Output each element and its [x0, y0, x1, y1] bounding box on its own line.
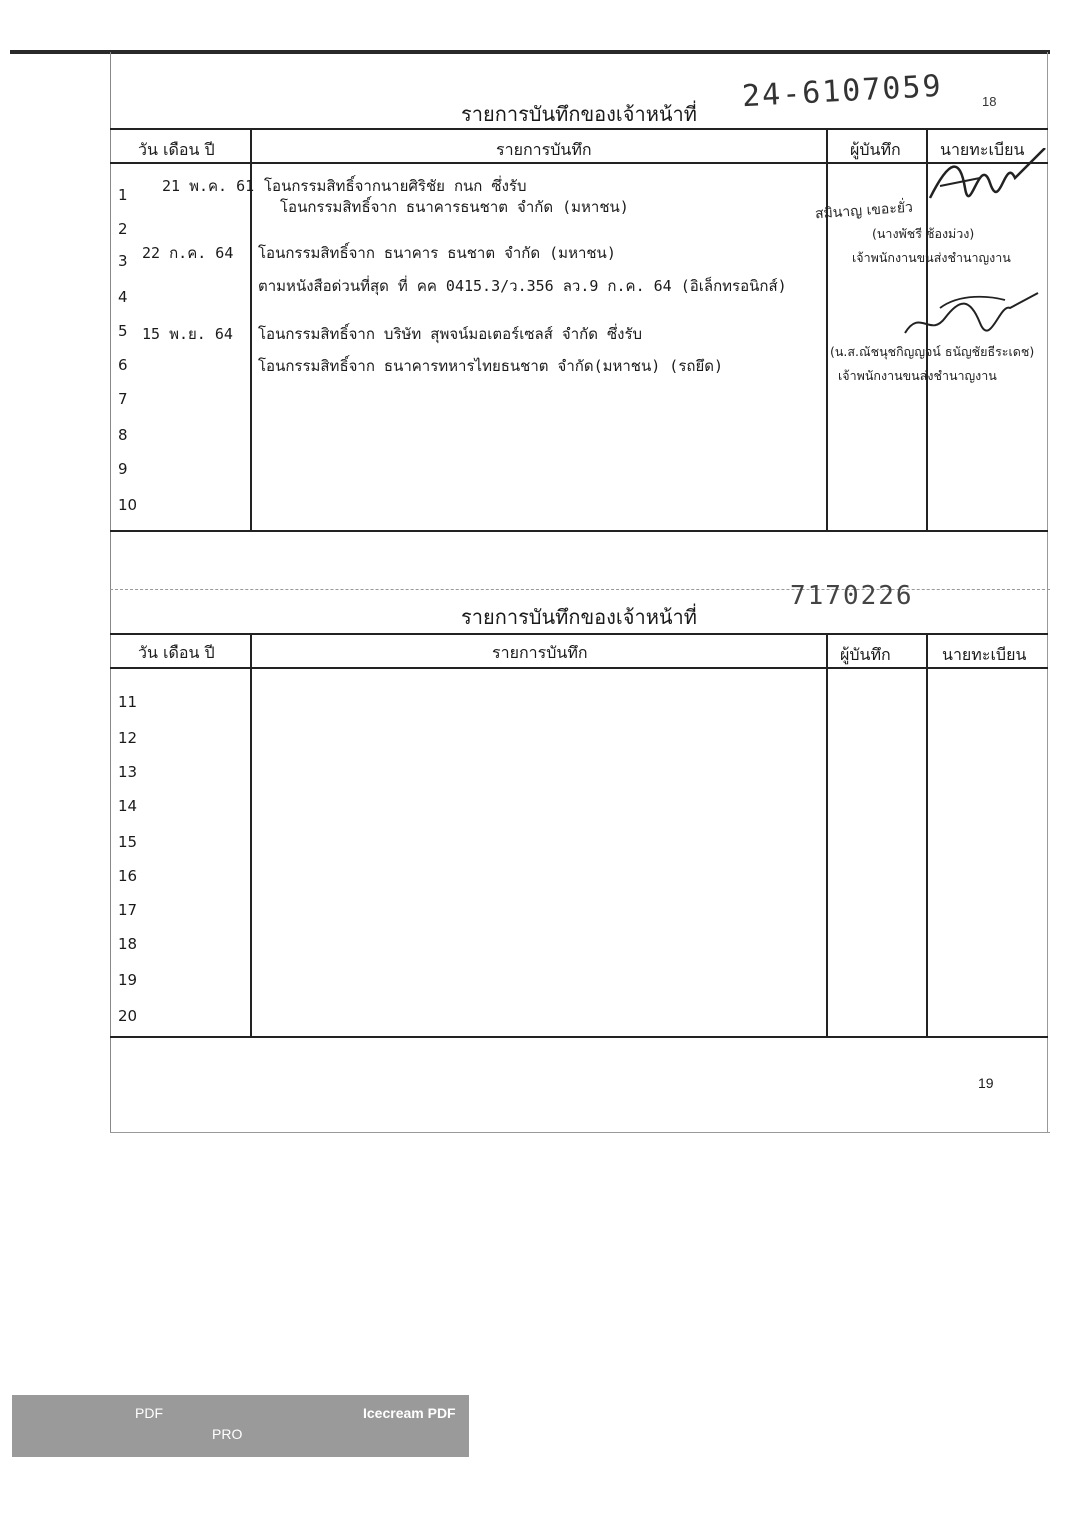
page-number-bottom: 19: [978, 1075, 994, 1091]
entry-date: 22 ก.ค. 64: [142, 244, 234, 262]
page-number-top: 18: [982, 94, 997, 109]
header-date: วัน เดือน ปี: [138, 140, 215, 159]
stamp-name-1: สมินาญ เขอะยั่ว: [814, 199, 914, 223]
row-number: 7: [118, 390, 128, 408]
header-recorder: ผู้บันทึก: [840, 645, 891, 664]
col-divider-2: [826, 128, 828, 532]
row-number: 3: [118, 252, 128, 270]
stamp-position-1: เจ้าพนักงานขนส่งชำนาญงาน: [852, 250, 1011, 265]
watermark-brand: Icecream PDF: [363, 1405, 456, 1421]
col-divider-3: [926, 633, 928, 1038]
row-number: 18: [118, 935, 138, 953]
row-number: 4: [118, 288, 128, 306]
row-number: 20: [118, 1007, 138, 1025]
header-recorder: ผู้บันทึก: [850, 140, 901, 159]
entry-line: ตามหนังสือด่วนที่สุด ที่ คค 0415.3/ว.356 ลว.9 ก.ค. 64 (อิเล็กทรอนิกส์): [258, 277, 787, 295]
entry-date: 15 พ.ย. 64: [142, 325, 233, 343]
section-title: รายการบันทึกของเจ้าหน้าที่: [461, 605, 697, 629]
stamp-name-3: (น.ส.ณัชนุชกิญญจน์ ธนัญชัยธีระเดช): [830, 344, 1035, 359]
entry-line: โอนกรรมสิทธิ์จาก ธนาคารทหารไทยธนชาต จำกัด(มหาชน) (รถยึด): [258, 357, 724, 375]
stamp-position-2: เจ้าพนักงานขนส่งชำนาญงาน: [838, 368, 997, 383]
col-divider-1: [250, 633, 252, 1038]
row-number: 15: [118, 833, 138, 851]
watermark-banner: [12, 1395, 469, 1457]
watermark-text: PDF: [135, 1405, 163, 1421]
entry-line: โอนกรรมสิทธิ์จาก ธนาคาร ธนชาต จำกัด (มหาชน): [258, 244, 616, 262]
row-number: 12: [118, 729, 138, 747]
header-date: วัน เดือน ปี: [138, 643, 215, 662]
header-registrar: นายทะเบียน: [940, 140, 1025, 159]
page-bottom-border: [110, 1132, 1050, 1133]
watermark-text: PRO: [212, 1426, 243, 1442]
section-title: รายการบันทึกของเจ้าหน้าที่: [461, 102, 697, 126]
row-number: 5: [118, 322, 128, 340]
row-number: 2: [118, 220, 128, 238]
row-number: 9: [118, 460, 128, 478]
row-number: 1: [118, 186, 128, 204]
row-number: 10: [118, 496, 138, 514]
row-number: 8: [118, 426, 128, 444]
row-number: 19: [118, 971, 138, 989]
handwritten-doc-number: 24-6107059: [741, 68, 944, 115]
entry-line: โอนกรรมสิทธิ์จากนายศิริชัย กนก ซึ่งรับ: [264, 177, 527, 195]
row-number: 13: [118, 763, 138, 781]
signature-1: [920, 148, 1050, 208]
stamp-name-2: (นางพัชรี ช้องม่วง): [872, 226, 975, 241]
col-divider-2: [826, 633, 828, 1038]
header-entry: รายการบันทึก: [492, 643, 588, 662]
header-registrar: นายทะเบียน: [942, 645, 1027, 664]
row-number: 14: [118, 797, 138, 815]
entry-date: 21 พ.ค. 61: [162, 177, 255, 195]
entry-line: โอนกรรมสิทธิ์จาก บริษัท สุพจน์มอเตอร์เซลส์ จำกัด ซึ่งรับ: [258, 325, 643, 343]
row-number: 6: [118, 356, 128, 374]
signature-2: [900, 288, 1040, 348]
row-number: 17: [118, 901, 138, 919]
header-entry: รายการบันทึก: [496, 140, 592, 159]
record-section-1: [110, 52, 1048, 532]
record-section-2: [110, 581, 1048, 1040]
handwritten-doc-number-lower: 7170226: [790, 581, 914, 611]
row-number: 11: [118, 693, 138, 711]
entry-line: โอนกรรมสิทธิ์จาก ธนาคารธนชาต จำกัด (มหาชน): [280, 198, 629, 216]
row-number: 16: [118, 867, 138, 885]
